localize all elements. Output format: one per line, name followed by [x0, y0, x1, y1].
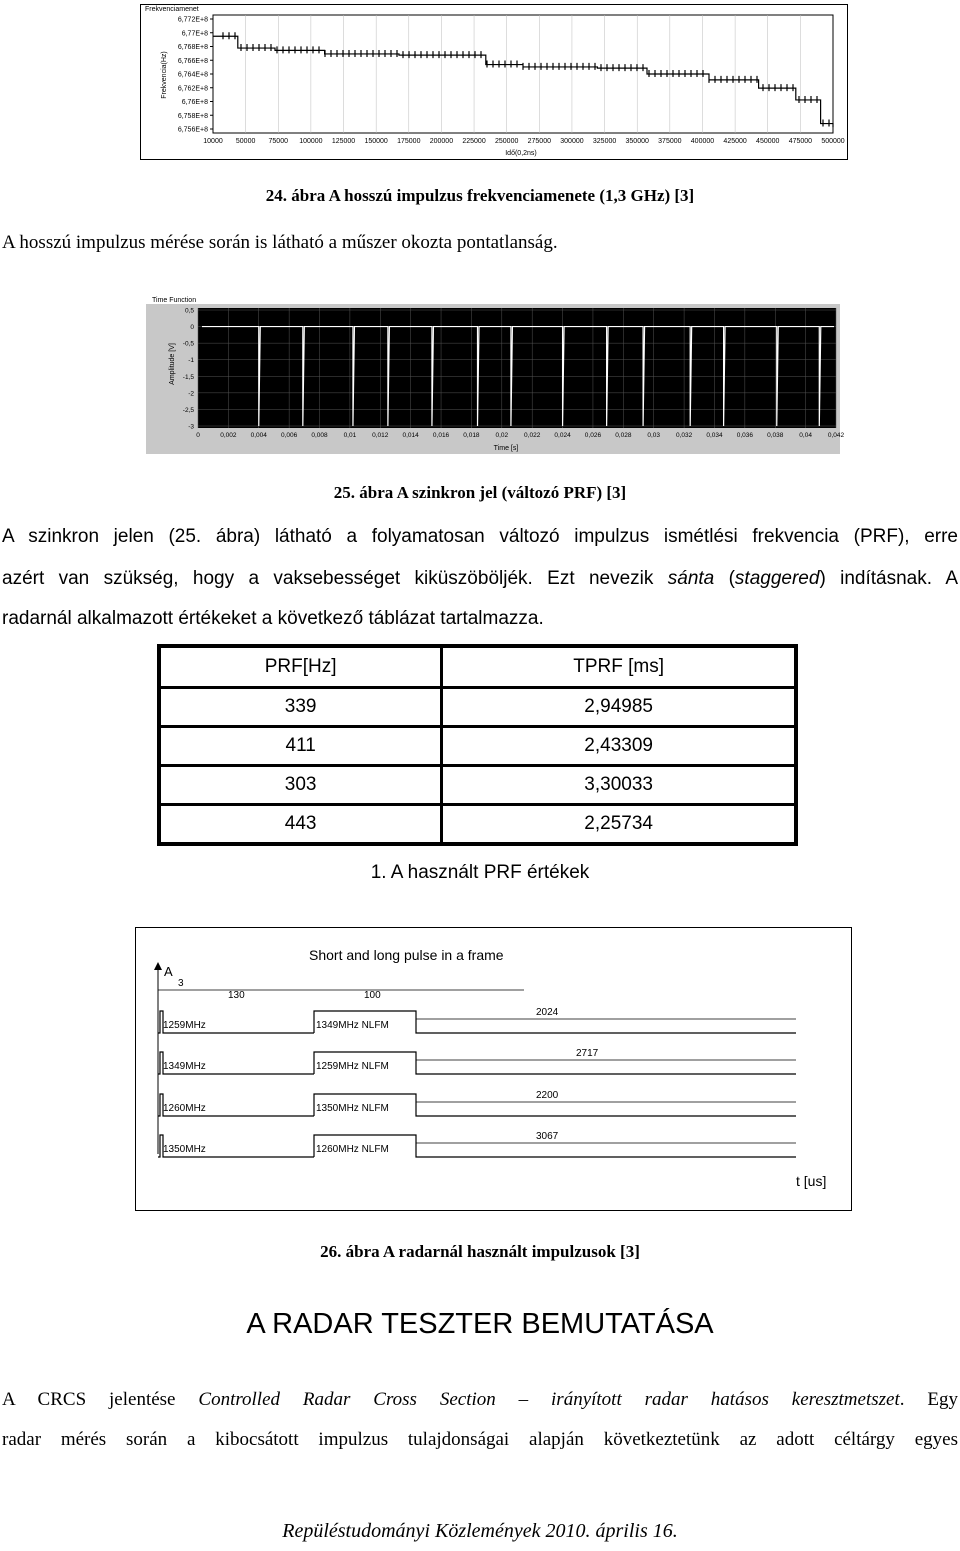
short-pulse-label: 1350MHz	[163, 1144, 206, 1155]
x-tick-label: 400000	[690, 138, 715, 145]
diagram-title: Short and long pulse in a frame	[309, 947, 504, 963]
short-width-label: 3	[178, 978, 184, 989]
x-tick-label: 500000	[821, 138, 845, 145]
x-tick-label: 0,004	[250, 432, 267, 439]
y-tick-label: 6,762E+8	[177, 85, 208, 93]
period-label: 2024	[536, 1007, 559, 1018]
long-width-label: 100	[364, 990, 381, 1001]
figure-26-caption: 26. ábra A radarnál használt impulzusok [3]	[320, 1242, 640, 1261]
paragraph-2-line-1: A szinkron jelen (25. ábra) látható a folyamatosan változó impulzus ismétlési frekvencia (PRF), erre	[2, 526, 958, 547]
x-tick-label: 0,034	[706, 432, 723, 439]
x-tick-label: 250000	[495, 138, 519, 145]
table-row	[159, 727, 796, 766]
y-axis-label: Amplitude [V]	[169, 343, 176, 385]
x-tick-label: 350000	[625, 138, 649, 145]
x-tick-label: 475000	[788, 138, 813, 145]
text-span: . Egy	[899, 1389, 958, 1410]
x-tick-label: 0,02	[495, 432, 509, 439]
period-label: 2200	[536, 1090, 559, 1101]
y-ticks	[178, 17, 213, 134]
x-tick-label: 175000	[397, 138, 421, 145]
table-cell: 2,94985	[442, 688, 796, 727]
x-tick-label: 0,028	[615, 432, 632, 439]
x-tick-label: 150000	[364, 138, 388, 145]
pulse-rows	[158, 1007, 796, 1157]
pulse-diagram-svg	[136, 928, 851, 1210]
x-tick-label: 0,018	[463, 432, 480, 439]
panel-title: Time Function	[152, 297, 197, 304]
x-tick-label: 325000	[592, 138, 617, 145]
long-pulse-label: 1260MHz NLFM	[316, 1144, 389, 1155]
long-pulse-label: 1259MHz NLFM	[316, 1061, 389, 1072]
panel-title: Frekvenciamenet	[145, 6, 199, 13]
x-tick-label: 200000	[429, 138, 454, 145]
x-tick-label: 100000	[299, 138, 323, 145]
short-pulse-label: 1349MHz	[163, 1061, 206, 1072]
pulse-row	[158, 1090, 796, 1116]
x-tick-label: 0,008	[311, 432, 328, 439]
axis-arrow-icon	[154, 962, 162, 970]
table-header-row	[159, 646, 796, 688]
y-tick-label: 6,758E+8	[177, 112, 208, 120]
y-tick-label: 0,5	[184, 307, 194, 315]
figure-25-time-function	[146, 294, 845, 456]
x-tick-label: 50000	[235, 138, 256, 145]
x-tick-label: 0,006	[281, 432, 298, 439]
x-tick-label: 0,022	[524, 432, 541, 439]
gap-label: 130	[228, 990, 245, 1001]
time-axis-label: t [us]	[796, 1173, 827, 1189]
pulse-row	[158, 1007, 796, 1033]
y-tick-label: 6,76E+8	[181, 99, 208, 106]
x-tick-label: 0	[196, 432, 200, 439]
italic-term: Controlled Radar Cross Section – irányított radar hatásos keresztmetszet	[198, 1389, 900, 1410]
y-tick-label: -2,5	[182, 406, 194, 414]
x-tick-label: 0,01	[343, 432, 357, 439]
table-row	[159, 766, 796, 805]
text-span: azért van szükség, hogy a vaksebességet kiküszöböljék. Ezt nevezik	[2, 568, 668, 589]
figure-24-frequency-plot	[140, 4, 848, 160]
text-span: ) indításnak. A	[819, 568, 958, 589]
section-heading: A RADAR TESZTER BEMUTATÁSA	[246, 1308, 714, 1340]
table-row	[159, 805, 796, 845]
x-tick-label: 0,03	[647, 432, 661, 439]
x-tick-label: 0,038	[767, 432, 784, 439]
italic-term: staggered	[734, 568, 820, 589]
table-cell: 3,30033	[442, 766, 796, 805]
x-tick-label: 0,002	[220, 432, 237, 439]
y-tick-label: 0	[190, 324, 194, 332]
y-tick-label: -2	[188, 390, 194, 398]
plot-area	[213, 15, 833, 133]
y-tick-label: 6,766E+8	[177, 57, 208, 65]
x-tick-label: 275000	[527, 138, 551, 145]
y-tick-label: 6,768E+8	[177, 44, 208, 51]
x-tick-label: 0,024	[554, 432, 571, 439]
table-cell: 443	[159, 805, 442, 845]
y-axis-label: Frekvencia(Hz)	[161, 51, 168, 99]
y-tick-label: -1	[188, 357, 194, 365]
table-cell: 2,43309	[442, 727, 796, 766]
paragraph-1: A hosszú impulzus mérése során is látható a műszer okozta pontatlanság.	[2, 232, 558, 253]
x-tick-label: 425000	[723, 138, 747, 145]
y-tick-label: -0,5	[182, 340, 194, 348]
table-cell: 303	[159, 766, 442, 805]
x-tick-label: 0,014	[402, 432, 419, 439]
table-caption: 1. A használt PRF értékek	[370, 862, 590, 883]
x-tick-label: 450000	[756, 138, 780, 145]
prf-table	[157, 644, 798, 846]
table-row	[159, 688, 796, 727]
figure-24-caption: 24. ábra A hosszú impulzus frekvenciamenete (1,3 GHz) [3]	[265, 186, 695, 205]
paragraph-2-line-2	[2, 559, 958, 599]
table-cell: 339	[159, 688, 442, 727]
x-tick-label: 300000	[560, 138, 584, 145]
table-cell: 2,25734	[442, 805, 796, 845]
header-cell: PRF[Hz]	[159, 646, 442, 688]
y-tick-label: -3	[188, 423, 194, 431]
x-tick-label: 0,016	[432, 432, 450, 439]
paragraph-3-line-1	[2, 1380, 958, 1420]
period-label: 2717	[576, 1048, 599, 1059]
y-tick-label: -1,5	[182, 373, 194, 381]
x-axis-label: Idő(0,2ns)	[505, 150, 537, 157]
x-ticks	[203, 138, 845, 145]
paragraph-2-line-3: radarnál alkalmazott értékeket a következő táblázat tartalmazza.	[2, 608, 544, 629]
x-tick-label: 225000	[462, 138, 486, 145]
x-tick-label: 375000	[658, 138, 682, 145]
x-tick-label: 75000	[268, 138, 288, 145]
pulse-row	[158, 1131, 796, 1157]
figure-26-pulse-diagram	[135, 927, 852, 1211]
long-pulse-label: 1349MHz NLFM	[316, 1020, 389, 1031]
paragraph-3-line-2: radar mérés során a kibocsátott impulzus tulajdonságai alapján következtetünk az adott céltárgy egyes	[2, 1429, 958, 1450]
pulse-row	[158, 1048, 796, 1074]
short-pulse-label: 1260MHz	[163, 1103, 206, 1114]
period-label: 3067	[536, 1131, 559, 1142]
axis-label: A	[164, 964, 173, 979]
x-tick-label: 10000	[203, 138, 223, 145]
x-tick-label: 0,042	[827, 432, 845, 439]
time-function-svg	[146, 294, 845, 456]
table-cell: 411	[159, 727, 442, 766]
x-tick-label: 0,012	[372, 432, 389, 439]
y-tick-label: 6,77E+8	[181, 30, 208, 38]
long-pulse-label: 1350MHz NLFM	[316, 1103, 389, 1114]
x-tick-label: 0,026	[584, 432, 602, 439]
text-span: (	[714, 568, 735, 589]
x-tick-label: 125000	[331, 138, 356, 145]
text-span: A CRCS jelentése	[2, 1389, 199, 1410]
page-footer: Repüléstudományi Közlemények 2010. április 16.	[282, 1520, 678, 1542]
y-tick-label: 6,772E+8	[177, 16, 208, 24]
figure-25-caption: 25. ábra A szinkron jel (változó PRF) [3]	[333, 483, 627, 502]
frequency-plot-svg	[141, 5, 847, 159]
x-tick-label: 0,032	[675, 432, 693, 439]
x-tick-label: 0,04	[799, 432, 812, 439]
short-pulse-label: 1259MHz	[163, 1020, 206, 1031]
x-axis-label: Time [s]	[493, 445, 519, 452]
italic-term: sánta	[667, 568, 715, 589]
y-tick-label: 6,764E+8	[177, 71, 208, 79]
x-tick-label: 0,036	[736, 432, 753, 439]
y-tick-label: 6,756E+8	[177, 126, 208, 134]
header-cell: TPRF [ms]	[442, 646, 796, 688]
